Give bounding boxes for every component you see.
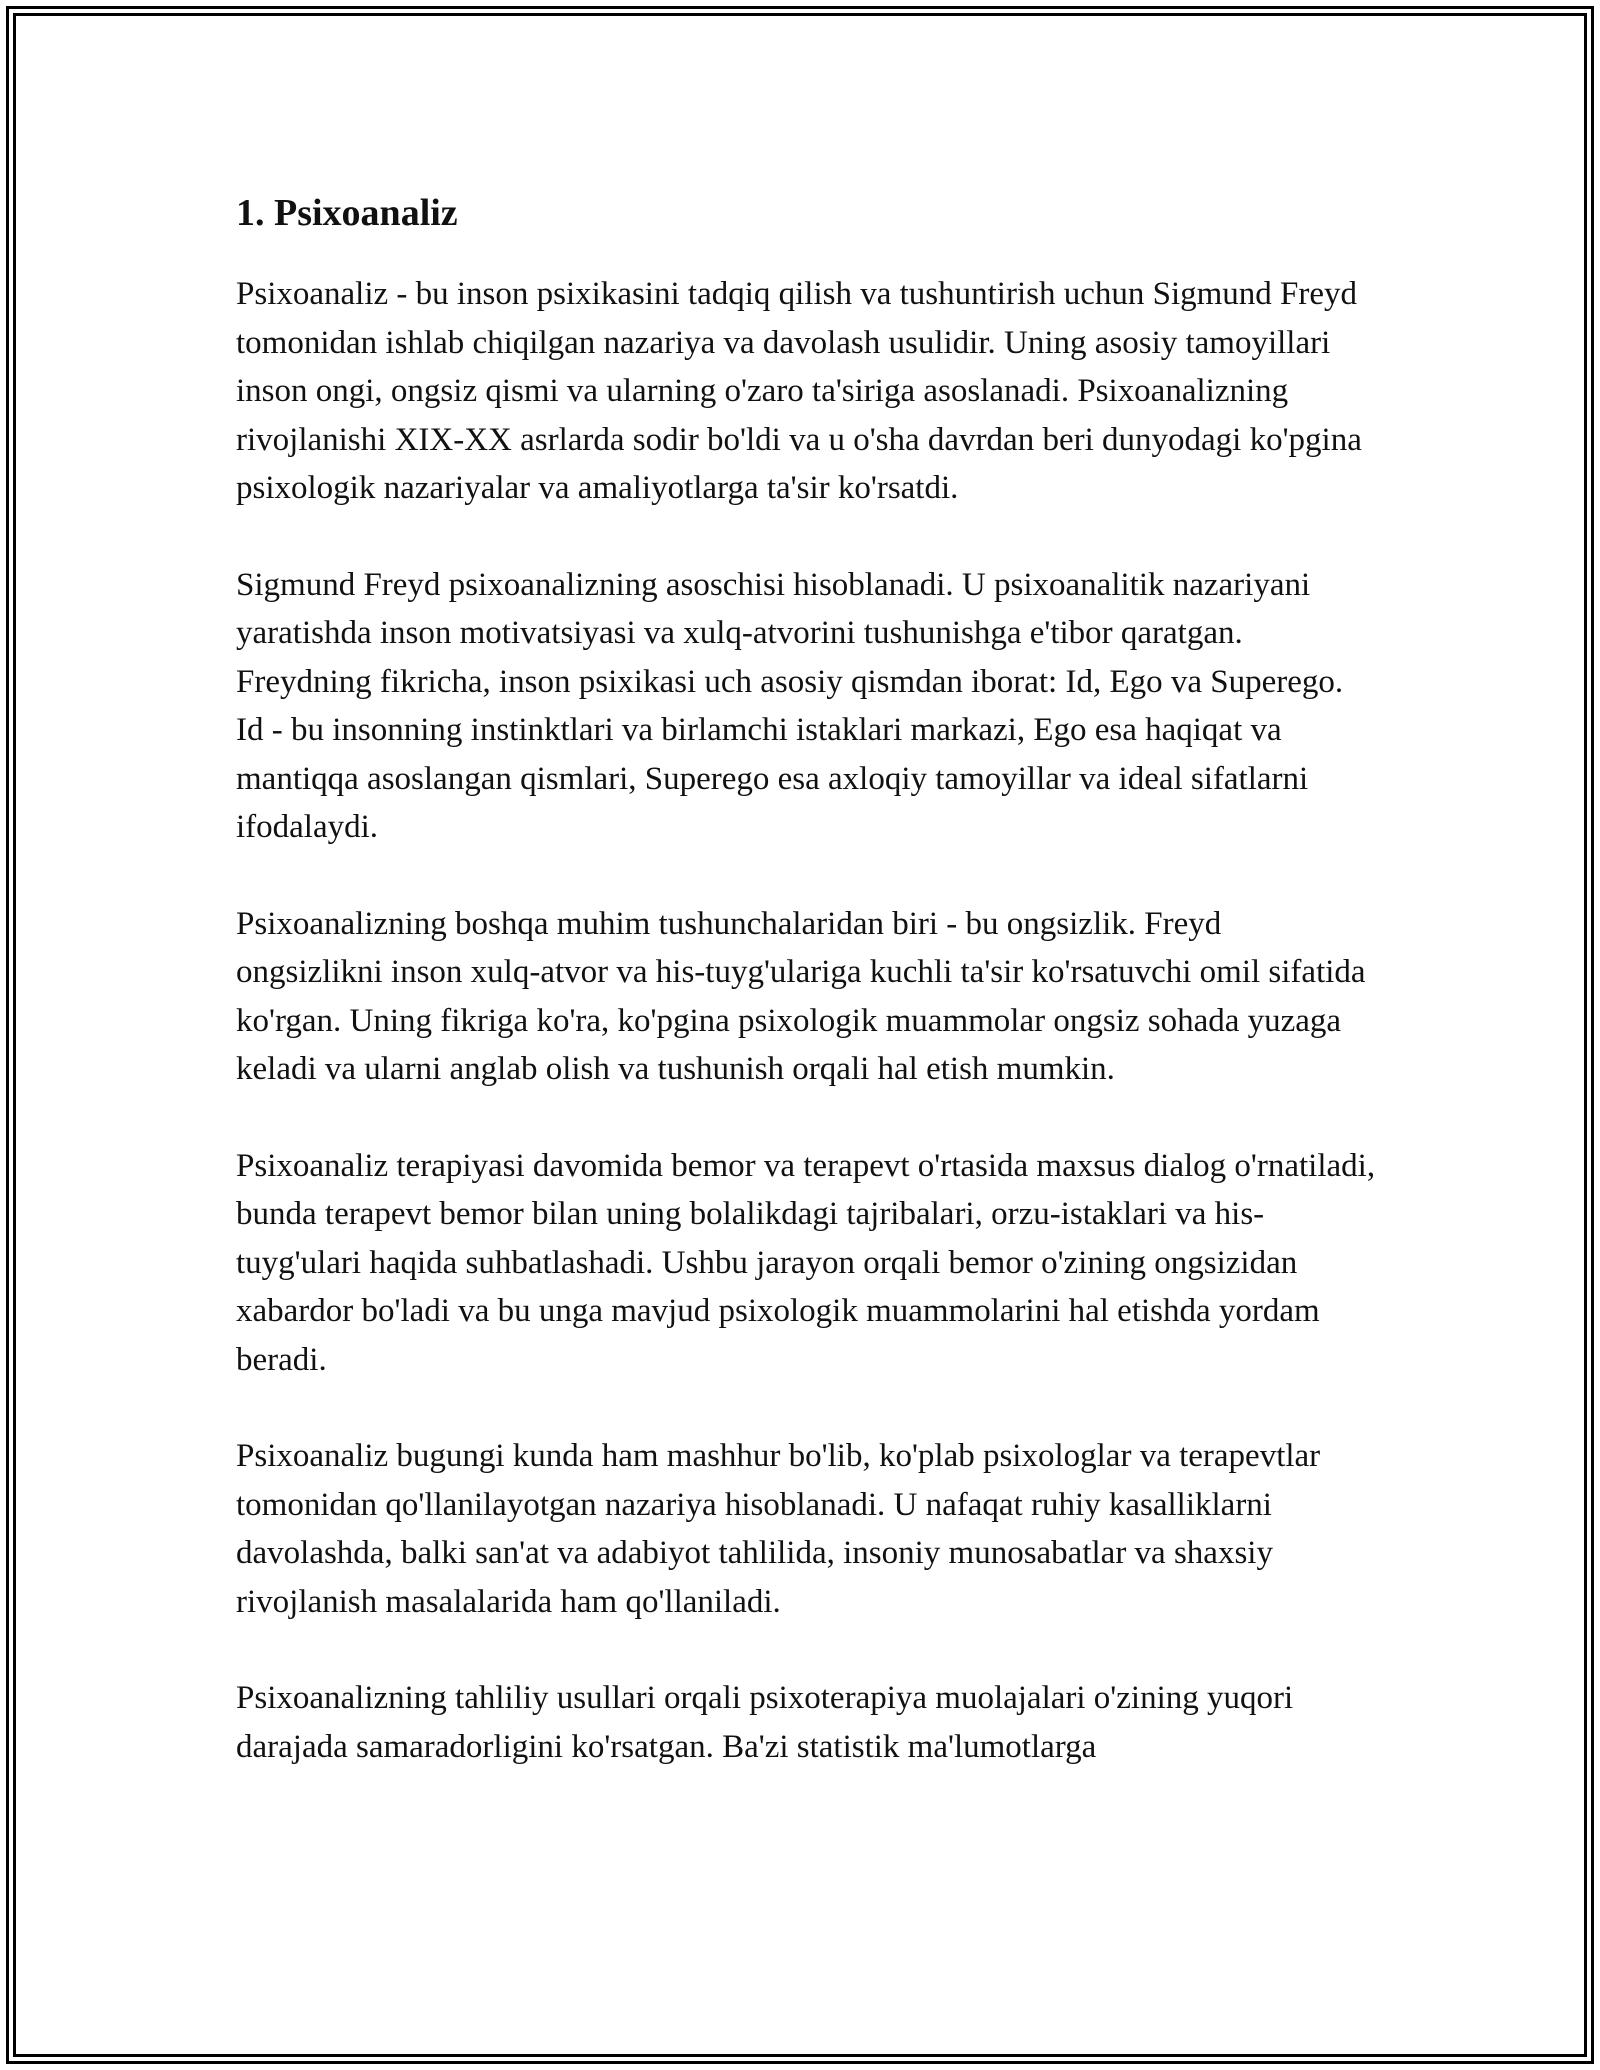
paragraph-6: Psixoanalizning tahliliy usullari orqali psixoterapiya muolajalari o'zining yuqori darajada samaradorligini ko'rsatgan. Ba'zi statistik ma'lumotlarga: [236, 1680, 1294, 1765]
paragraph-3: Psixoanalizning boshqa muhim tushunchalaridan biri - bu ongsizlik. Freyd ongsizlikni inson xulq-atvor va his-tuyg'ulariga kuchli ta'sir ko'rsatuvchi omil sifatida ko'rgan. Uning fikriga ko'ra, ko'pgina psixologik muammolar ongsiz sohada yuzaga keladi va ularni anglab olish va tushunish orqali hal etish mumkin.: [236, 905, 1366, 1087]
document-body: [236, 184, 1376, 1819]
paragraph-2: Sigmund Freyd psixoanalizning asoschisi hisoblanadi. U psixoanalitik nazariyani yaratishda inson motivatsiyasi va xulq-atvorini tushunishga e'tibor qaratgan. Freydning fikricha, inson psixikasi uch asosiy qismdan iborat: Id, Ego va Superego. Id - bu insonning instinktlari va birlamchi istaklari markazi, Ego esa haqiqat va mantiqqa asoslangan qismlari, Superego esa axloqiy tamoyillar va ideal sifatlarni ifodalaydi.: [236, 566, 1344, 845]
paragraph-1: Psixoanaliz - bu inson psixikasini tadqiq qilish va tushuntirish uchun Sigmund Freyd tomonidan ishlab chiqilgan nazariya va davolash usulidir. Uning asosiy tamoyillari inson ongi, ongsiz qismi va ularning o'zaro ta'siriga asoslanadi. Psixoanalizning rivojlanishi XIX-XX asrlarda sodir bo'ldi va u o'sha davrdan beri dunyodagi ko'pgina psixologik nazariyalar va amaliyotlarga ta'sir ko'rsatdi.: [236, 276, 1362, 506]
paragraph-5: Psixoanaliz bugungi kunda ham mashhur bo'lib, ko'plab psixologlar va terapevtlar tomonidan qo'llanilayotgan nazariya hisoblanadi. U nafaqat ruhiy kasalliklarni davolashda, balki san'at va adabiyot tahlilida, insoniy munosabatlar va shaxsiy rivojlanish masalalarida ham qo'llaniladi.: [236, 1438, 1321, 1620]
page-title: 1. Psixoanaliz: [236, 192, 458, 234]
paragraph-4: Psixoanaliz terapiyasi davomida bemor va terapevt o'rtasida maxsus dialog o'rnatiladi, bunda terapevt bemor bilan uning bolalikdagi tajribalari, orzu-istaklari va his-tuyg'ulari haqida suhbatlashadi. Ushbu jarayon orqali bemor o'zining ongsizidan xabardor bo'ladi va bu unga mavjud psixologik muammolarini hal etishda yordam beradi.: [236, 1147, 1376, 1378]
